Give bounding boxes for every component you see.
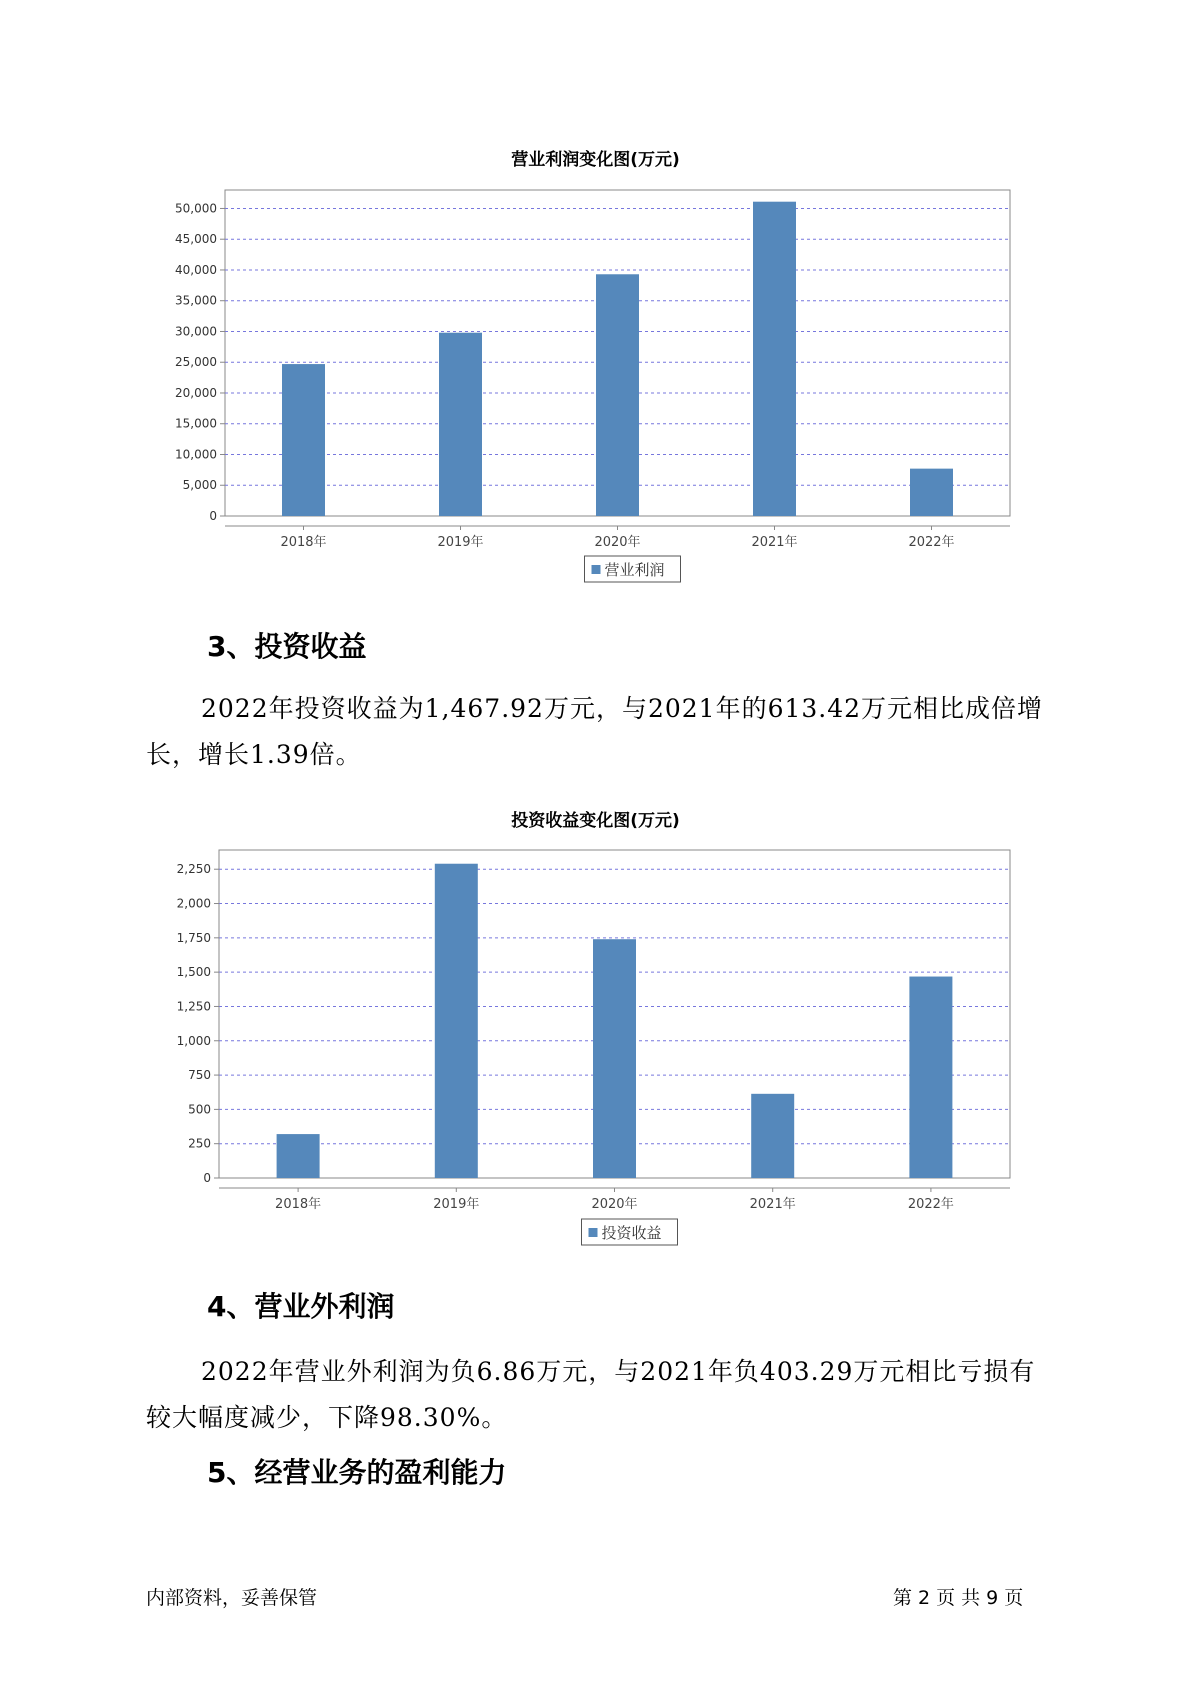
y-tick-label: 750 — [188, 1068, 211, 1083]
x-tick-label: 2018年 — [280, 535, 327, 550]
paragraph-investment: 2022年投资收益为1,467.92万元，与2021年的613.42万元相比成倍增长，增长1.39倍。 — [146, 694, 1044, 769]
y-tick-label: 5,000 — [182, 478, 217, 493]
x-tick-label: 2022年 — [907, 1197, 954, 1212]
section-heading-profitability: 5、经营业务的盈利能力 — [207, 1456, 507, 1489]
y-tick-label: 250 — [188, 1136, 211, 1151]
x-tick-label: 2021年 — [751, 535, 798, 550]
bar — [435, 864, 478, 1178]
bar — [909, 977, 952, 1178]
chart-title-operating-profit: 营业利润变化图(万元) — [511, 150, 680, 170]
paragraph-nonoperating: 2022年营业外利润为负6.86万元，与2021年负403.29万元相比亏损有较大幅度减少，下降98.30%。 — [146, 1357, 1036, 1432]
y-tick-label: 2,250 — [176, 862, 211, 877]
y-tick-label: 2,000 — [176, 896, 211, 911]
section-heading-nonoperating: 4、营业外利润 — [207, 1290, 395, 1323]
y-tick-label: 1,250 — [176, 999, 211, 1014]
legend-swatch — [589, 1228, 598, 1237]
y-tick-label: 40,000 — [175, 262, 217, 277]
page-total: 9 — [986, 1587, 999, 1609]
section-heading-investment: 3、投资收益 — [207, 630, 367, 663]
legend-label: 营业利润 — [604, 561, 665, 579]
x-tick-label: 2022年 — [908, 535, 955, 550]
y-tick-label: 500 — [188, 1102, 211, 1117]
y-tick-label: 25,000 — [175, 355, 217, 370]
y-tick-label: 20,000 — [175, 385, 217, 400]
y-tick-label: 0 — [203, 1171, 211, 1185]
page-prefix: 第 — [893, 1587, 913, 1609]
page-current: 2 — [918, 1587, 931, 1609]
y-tick-label: 35,000 — [175, 293, 217, 308]
x-tick-label: 2020年 — [591, 1197, 638, 1212]
x-tick-label: 2018年 — [275, 1197, 322, 1212]
bar — [751, 1094, 794, 1178]
page-suffix: 页 — [1004, 1587, 1024, 1609]
legend-label: 投资收益 — [601, 1224, 662, 1242]
footer-confidential-note: 内部资料，妥善保管 — [146, 1587, 318, 1609]
x-tick-label: 2019年 — [433, 1197, 480, 1212]
y-tick-label: 50,000 — [175, 201, 217, 216]
footer-page-number — [893, 1583, 1029, 1610]
y-tick-label: 10,000 — [175, 447, 217, 462]
y-tick-label: 0 — [209, 509, 217, 523]
y-tick-label: 30,000 — [175, 324, 217, 339]
y-tick-label: 1,750 — [176, 930, 211, 945]
y-tick-label: 1,500 — [176, 965, 211, 980]
page-mid: 页 共 — [936, 1587, 981, 1609]
x-tick-label: 2021年 — [749, 1197, 796, 1212]
bar — [593, 939, 636, 1178]
x-tick-label: 2020年 — [594, 535, 641, 550]
y-tick-label: 1,000 — [176, 1033, 211, 1048]
bar — [277, 1134, 320, 1178]
chart-title-investment-income: 投资收益变化图(万元) — [511, 811, 680, 831]
y-tick-label: 15,000 — [175, 416, 217, 431]
x-tick-label: 2019年 — [437, 535, 484, 550]
y-tick-label: 45,000 — [175, 232, 217, 247]
